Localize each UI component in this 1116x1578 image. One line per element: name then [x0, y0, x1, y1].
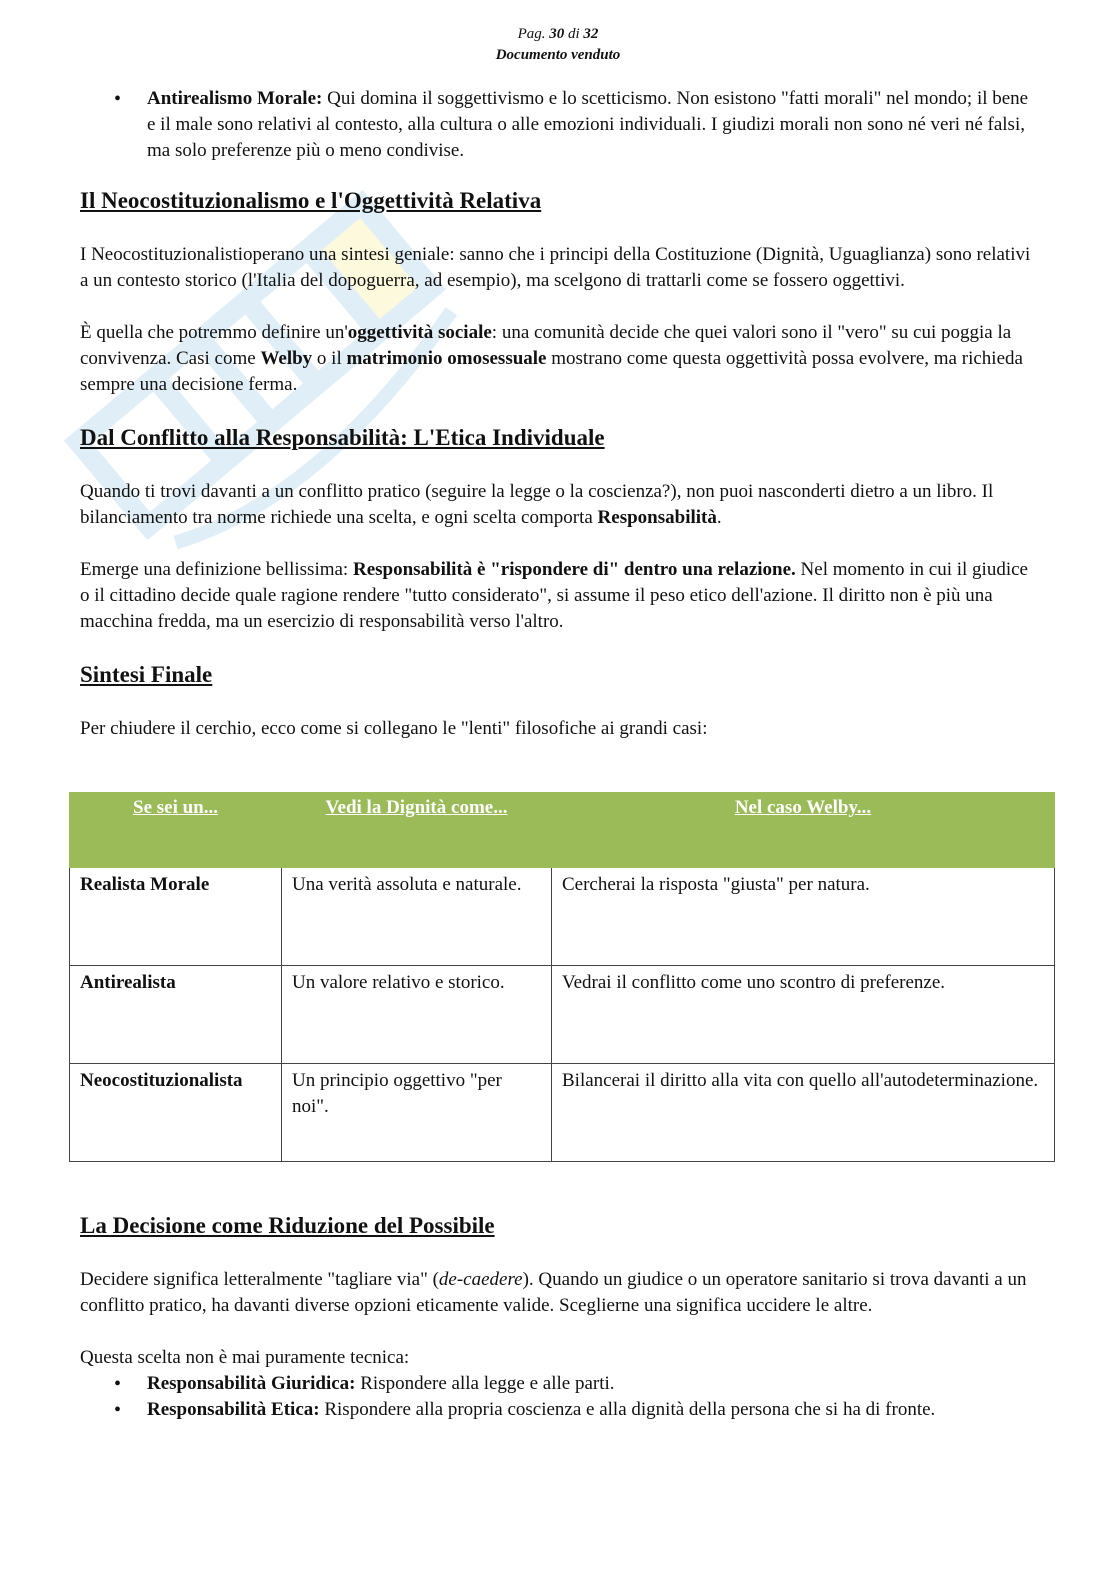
heading-sintesi-finale: Sintesi Finale	[80, 662, 213, 687]
table-header-cell: Vedi la Dignità come...	[282, 793, 552, 868]
table-cell: Antirealista	[70, 966, 282, 1064]
list-item: • Antirealismo Morale: Qui domina il soggettivismo e lo scetticismo. Non esistono "fatti morali" nel mondo; il bene e il male sono relativi al contesto, alla cultura o alle emozioni individuali. I giudizi morali non sono né veri né falsi, ma solo preferenze più o meno condivise.	[147, 86, 1040, 164]
paragraph: Emerge una definizione bellissima: Responsabilità è "rispondere di" dentro una relazione. Nel momento in cui il giudice o il cittadino decide quale ragione rendere "tutto considerato", si assume il peso etico dell'azione. Il diritto non è più una macchina fredda, ma un esercizio di responsabilità verso l'altro.	[80, 559, 1028, 632]
bullet-list-bottom	[80, 1371, 1040, 1423]
lower-content	[80, 1211, 1040, 1423]
paragraph: È quella che potremmo definire un'oggettività sociale: una comunità decide che quei valori sono il "vero" su cui poggia la convivenza. Casi come Welby o il matrimonio omosessuale mostrano come questa oggettività possa evolvere, ma richieda sempre una decisione ferma.	[80, 322, 1023, 395]
table-header-row	[70, 793, 1055, 868]
table-cell: Una verità assoluta e naturale.	[282, 868, 552, 966]
page-header	[0, 24, 1116, 66]
list-item: • Responsabilità Etica: Rispondere alla propria coscienza e alla dignità della persona che si ha di fronte.	[147, 1397, 1040, 1423]
table-header-cell: Nel caso Welby...	[552, 793, 1055, 868]
table-header-cell: Se sei un...	[70, 793, 282, 868]
table-row	[70, 1064, 1055, 1162]
table-cell: Vedrai il conflitto come uno scontro di preferenze.	[552, 966, 1055, 1064]
table-cell: Un valore relativo e storico.	[282, 966, 552, 1064]
document-subtitle: Documento venduto	[495, 47, 621, 63]
table-row	[70, 966, 1055, 1064]
page-number: Pag. 30 di 32	[517, 26, 599, 42]
paragraph: Per chiudere il cerchio, ecco come si collegano le "lenti" filosofiche ai grandi casi:	[80, 718, 708, 739]
paragraph: Quando ti trovi davanti a un conflitto pratico (seguire la legge o la coscienza?), non puoi nasconderti dietro a un libro. Il bilanciamento tra norme richiede una scelta, e ogni scelta comporta Responsabilità.	[80, 481, 994, 528]
paragraph: Decidere significa letteralmente "tagliare via" (de-caedere). Quando un giudice o un operatore sanitario si trova davanti a un conflitto pratico, ha davanti diverse opzioni eticamente valide. Sceglierne una significa uccidere le altre.	[80, 1269, 1027, 1316]
paragraph: I Neocostituzionalistioperano una sintesi geniale: sanno che i principi della Costituzione (Dignità, Uguaglianza) sono relativi a un contesto storico (l'Italia del dopoguerra, ad esempio), ma scelgono di trattarli come se fossero oggettivi.	[80, 244, 1031, 291]
heading-neocostituzionalismo: Il Neocostituzionalismo e l'Oggettività Relativa	[80, 188, 542, 213]
table-cell: Un principio oggettivo "per noi".	[282, 1064, 552, 1162]
table-cell: Realista Morale	[70, 868, 282, 966]
list-item: • Responsabilità Giuridica: Rispondere alla legge e alle parti.	[147, 1371, 1040, 1397]
heading-responsabilita: Dal Conflitto alla Responsabilità: L'Etica Individuale	[80, 425, 605, 450]
comparison-table-wrapper	[69, 792, 1055, 1162]
heading-decisione: La Decisione come Riduzione del Possibile	[80, 1213, 495, 1238]
table-row	[70, 868, 1055, 966]
table-cell: Neocostituzionalista	[70, 1064, 282, 1162]
table-cell: Cercherai la risposta "giusta" per natura.	[552, 868, 1055, 966]
upper-content	[80, 86, 1040, 742]
paragraph: Questa scelta non è mai puramente tecnica:	[80, 1347, 410, 1368]
bullet-list-top	[80, 86, 1040, 164]
comparison-table	[69, 792, 1055, 1162]
table-cell: Bilancerai il diritto alla vita con quello all'autodeterminazione.	[552, 1064, 1055, 1162]
